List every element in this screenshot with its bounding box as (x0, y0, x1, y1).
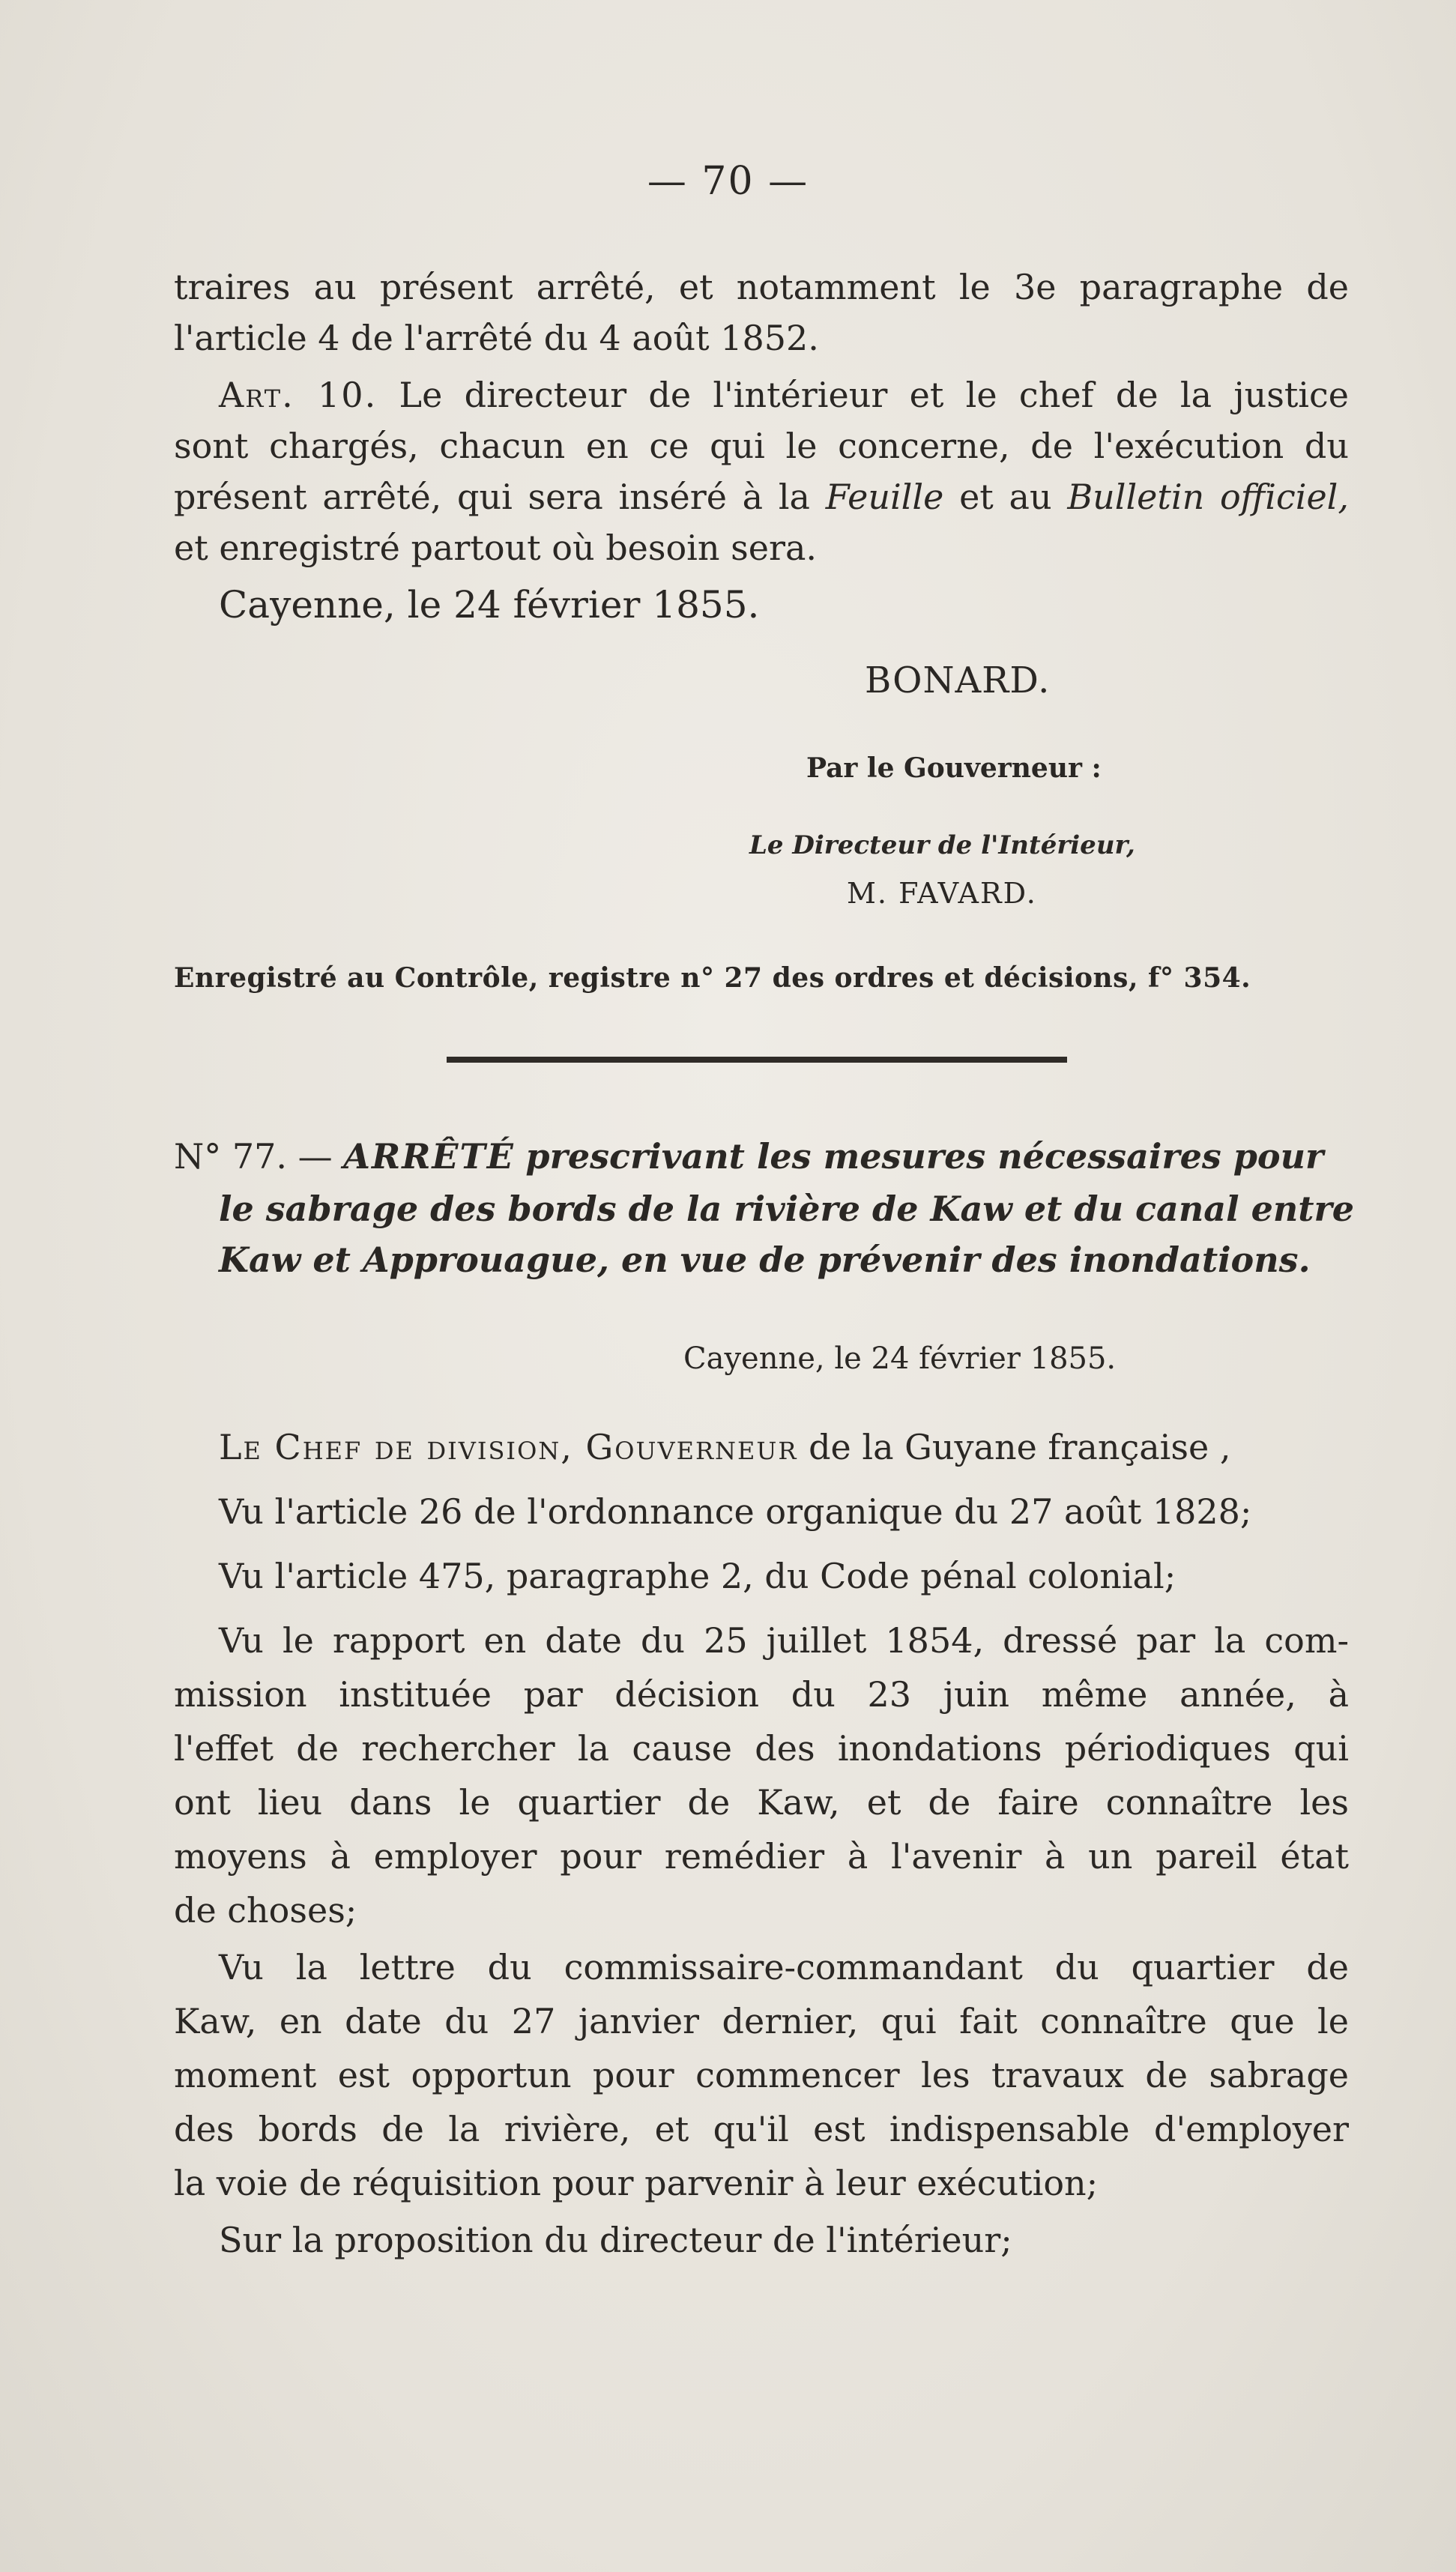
art10-line-4: et enregistré partout où besoin sera. (174, 528, 817, 568)
feuille-title: Feuille (825, 477, 944, 517)
body-p6: Sur la proposition du directeur de l'intérieur; (219, 2220, 1012, 2260)
body-p4-line-6: de choses; (174, 1890, 357, 1930)
art10-line-1 (219, 370, 1349, 420)
signature-par: Par le Gouverneur : (806, 752, 1102, 784)
body-p4-line-2: mission instituée par décision du 23 juin même année, à (174, 1674, 1349, 1715)
body-p3: Vu l'article 475, paragraphe 2, du Code pénal colonial; (219, 1556, 1176, 1596)
body-p1 (219, 1422, 1349, 1472)
governor-title: Le Chef de division, Gouverneur (219, 1427, 798, 1467)
decree-line1-rest: prescrivant les mesures nécessaires pour (525, 1136, 1324, 1177)
body-p4-line-5: moyens à employer pour remédier à l'avenir à un pareil état (174, 1836, 1349, 1877)
body-p1-rest: de la Guyane française , (809, 1427, 1231, 1467)
decree-number: N° 77. (174, 1136, 288, 1177)
art10-line3-pre: présent arrêté, qui sera inséré à la (174, 477, 810, 517)
registration-line: Enregistré au Contrôle, registre n° 27 des ordres et décisions, f° 354. (174, 962, 1251, 994)
art10-label: Art. 10. (219, 375, 378, 415)
decree-heading-line-2: le sabrage des bords de la rivière de Kaw et du canal entre (219, 1189, 1355, 1229)
body-p4-line-1: Vu le rapport en date du 25 juillet 1854, dressé par la com- (219, 1620, 1349, 1661)
continuation-line-2: l'article 4 de l'arrêté du 4 août 1852. (174, 318, 819, 358)
body-p5-line-5: la voie de réquisition pour parvenir à leur exécution; (174, 2163, 1099, 2203)
decree-word: ARRÊTÉ (343, 1136, 515, 1177)
page-number: — 70 — (647, 159, 809, 204)
art10-text-1: Le directeur de l'intérieur et le chef de la justice (399, 375, 1350, 415)
decree-date: Cayenne, le 24 février 1855. (683, 1341, 1117, 1376)
decree-heading-line-3: Kaw et Approuague, en vue de prévenir des inondations. (219, 1240, 1311, 1280)
body-p5-line-2: Kaw, en date du 27 janvier dernier, qui fait connaître que le (174, 2001, 1349, 2041)
signature-title: Le Directeur de l'Intérieur, (749, 830, 1135, 860)
art10-line-2: sont chargés, chacun en ce qui le concerne, de l'exécution du (174, 426, 1349, 466)
decree-dash: — (297, 1136, 333, 1177)
date-line: Cayenne, le 24 février 1855. (219, 583, 760, 627)
bulletin-title: Bulletin officiel, (1067, 477, 1349, 517)
body-p4-line-3: l'effet de rechercher la cause des inondations périodiques qui (174, 1728, 1349, 1769)
art10-line-3 (174, 472, 1349, 522)
signature-director: M. FAVARD. (847, 877, 1037, 910)
section-rule (447, 1057, 1067, 1063)
body-p5-line-3: moment est opportun pour commencer les travaux de sabrage (174, 2055, 1349, 2095)
body-p2: Vu l'article 26 de l'ordonnance organique du 27 août 1828; (219, 1491, 1252, 1532)
continuation-line-1: traires au présent arrêté, et notamment le 3e paragraphe de (174, 267, 1349, 307)
art10-line3-mid: et au (959, 477, 1052, 517)
decree-heading-line-1 (174, 1132, 1349, 1181)
signature-name: BONARD. (865, 659, 1051, 701)
body-p5-line-1: Vu la lettre du commissaire-commandant du quartier de (219, 1947, 1349, 1987)
body-p5-line-4: des bords de la rivière, et qu'il est indispensable d'employer (174, 2109, 1349, 2149)
body-p4-line-4: ont lieu dans le quartier de Kaw, et de faire connaître les (174, 1782, 1349, 1823)
